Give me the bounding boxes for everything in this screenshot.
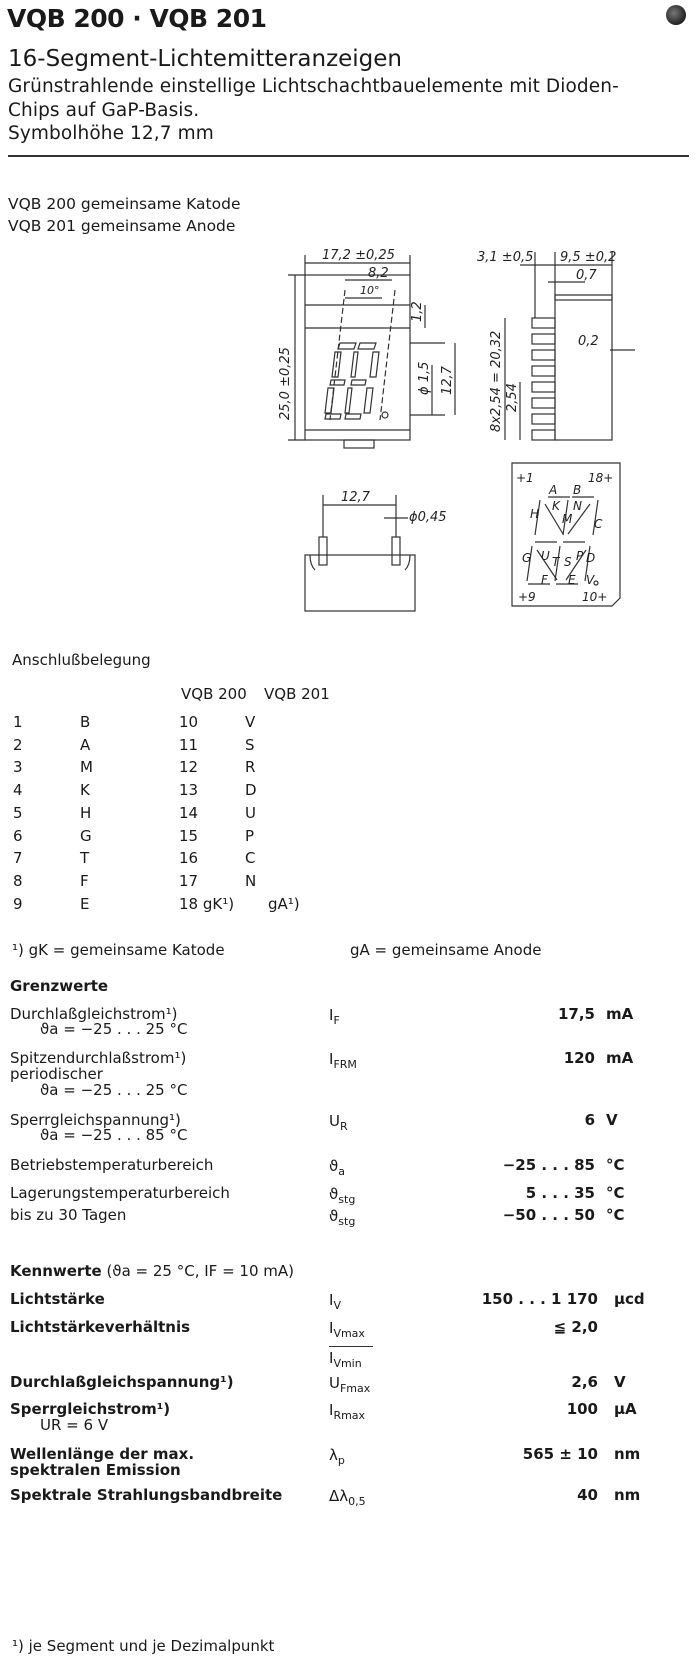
param-label-2: periodischer: [10, 1065, 103, 1083]
pin-signal: N: [245, 871, 257, 890]
dim-height-label: 25,0 ±0,25: [278, 347, 293, 420]
seg-label: S: [564, 555, 572, 569]
pin-signal: K: [80, 781, 90, 800]
pin-signal: F: [80, 871, 89, 890]
param-label: Durchlaßgleichspannung¹): [10, 1373, 234, 1391]
grenzwerte-heading: Grenzwerte: [10, 977, 109, 995]
symbol-main: I: [329, 1050, 334, 1068]
symbol-subscript: stg: [338, 1215, 356, 1228]
pin-number: 6: [13, 826, 23, 845]
symbol-main: ϑ: [329, 1185, 339, 1203]
dim-angle-label: 10°: [360, 284, 380, 297]
param-unit: nm: [614, 1445, 641, 1463]
footnote-ga: gA = gemeinsame Anode: [350, 941, 542, 959]
param-value: −25 . . . 85: [502, 1156, 595, 1174]
pin-number: 3: [13, 758, 23, 777]
pin-number: 11: [179, 735, 199, 754]
param-value: 17,5: [557, 1005, 595, 1023]
seg-label: H: [530, 507, 540, 521]
param-unit: µA: [614, 1400, 637, 1418]
param-unit: V: [606, 1111, 618, 1129]
kennwerte-heading-row: [10, 1262, 294, 1280]
symbol-main: U: [329, 1374, 340, 1392]
pin-signal: G: [80, 826, 92, 845]
pin-signal: V: [245, 713, 256, 731]
param-symbol: [329, 1446, 345, 1467]
param-label-2: spektralen Emission: [10, 1461, 181, 1479]
param-symbol-denominator: [329, 1349, 362, 1370]
pin-signal: A: [80, 735, 91, 754]
kennwerte-condition: (ϑa = 25 °C, IF = 10 mA): [106, 1262, 294, 1280]
seg-label: V: [586, 573, 595, 587]
param-value: 120: [563, 1049, 595, 1067]
pin-number: 18 gK¹): [179, 894, 235, 913]
param-condition: ϑa = −25 . . . 25 °C: [40, 1020, 188, 1038]
pin-assignment-heading: Anschlußbelegung: [12, 651, 151, 669]
pin-number: 14: [179, 803, 199, 822]
dim-3-1-label: 3,1 ±0,5: [477, 250, 534, 265]
param-unit: mA: [606, 1005, 634, 1023]
footnote-gk: ¹) gK = gemeinsame Katode: [12, 941, 225, 959]
pin-signal: S: [245, 735, 255, 754]
pin-signal: D: [245, 781, 257, 800]
dim-pitch-label: 8x2,54 = 20,32: [489, 330, 504, 432]
param-symbol: [329, 1319, 365, 1340]
dimension-drawing: [0, 0, 700, 640]
seg-label: U: [541, 549, 550, 563]
param-unit: °C: [606, 1206, 625, 1224]
param-symbol: [329, 1207, 355, 1228]
pin-number: 17: [179, 871, 199, 890]
param-label: Spektrale Strahlungsbandbreite: [10, 1486, 283, 1504]
param-unit: °C: [606, 1184, 625, 1202]
param-value: −50 . . . 50: [502, 1206, 595, 1224]
dim-12-7h-label: 12,7: [341, 490, 370, 505]
param-label: Sperrgleichstrom¹): [10, 1400, 171, 1418]
pin-signal: T: [80, 849, 90, 868]
param-label: Sperrgleichspannung¹): [10, 1111, 181, 1129]
symbol-main: I: [329, 1401, 334, 1419]
dim-8-2-label: 8,2: [368, 266, 389, 281]
symbol-subscript: R: [339, 1120, 348, 1133]
param-value: 150 . . . 1 170: [481, 1290, 598, 1308]
param-value: 2,6: [571, 1373, 598, 1391]
seg-label: C: [594, 517, 603, 531]
param-symbol: [329, 1487, 366, 1508]
variant-line-1: VQB 200 gemeinsame Katode: [8, 195, 241, 213]
param-symbol: [329, 1401, 365, 1422]
param-symbol: [329, 1374, 370, 1395]
col-header-vqb201: VQB 201: [264, 685, 330, 703]
seg-label: F: [541, 573, 548, 587]
seg-label: 18+: [588, 471, 614, 485]
param-unit: mA: [606, 1049, 634, 1067]
symbol-main: Δλ: [329, 1487, 349, 1505]
description-line-3: Symbolhöhe 12,7 mm: [8, 123, 214, 144]
param-label: Lagerungstemperaturbereich: [10, 1184, 230, 1202]
description-line-1: Grünstrahlende einstellige Lichtschachtbauelemente mit Dioden-: [8, 76, 619, 97]
pin-signal: M: [80, 758, 93, 777]
dim-0-7-label: 0,7: [576, 268, 597, 283]
param-value: 5 . . . 35: [525, 1184, 595, 1202]
symbol-subscript: p: [337, 1454, 345, 1467]
symbol-subscript: Fmax: [339, 1382, 371, 1395]
symbol-subscript: FRM: [333, 1058, 357, 1071]
seg-label: K: [552, 499, 560, 513]
symbol-main: λ: [329, 1446, 338, 1464]
pin-signal: gA¹): [268, 894, 300, 913]
symbol-subscript: V: [333, 1299, 341, 1312]
symbol-subscript: Rmax: [333, 1409, 366, 1422]
dim-12-7v-label: 12,7: [440, 366, 455, 395]
pin-number: 10: [179, 713, 199, 731]
seg-label: M: [562, 512, 573, 526]
pin-signal: C: [245, 849, 256, 868]
page-subtitle: 16-Segment-Lichtemitteranzeigen: [8, 46, 403, 72]
seg-label: +9: [518, 590, 536, 604]
param-value: 40: [577, 1486, 598, 1504]
param-label: Spitzendurchlaßstrom¹): [10, 1049, 187, 1067]
seg-label: D: [586, 551, 596, 565]
variant-line-2: VQB 201 gemeinsame Anode: [8, 217, 236, 235]
param-symbol: [329, 1006, 340, 1027]
dim-1-2-label: 1,2: [410, 301, 425, 322]
param-label: bis zu 30 Tagen: [10, 1206, 127, 1224]
symbol-subscript: Vmax: [333, 1327, 365, 1340]
pin-number: 12: [179, 758, 199, 777]
param-symbol: [329, 1291, 341, 1312]
symbol-main: U: [329, 1112, 340, 1130]
dim-width-label: 17,2 ±0,25: [322, 248, 395, 263]
param-value: 100: [566, 1400, 598, 1418]
pin-number: 16: [179, 849, 199, 868]
param-unit: °C: [606, 1156, 625, 1174]
dim-0-2-label: 0,2: [578, 334, 599, 349]
pin-signal: P: [245, 826, 255, 845]
description-line-2: Chips auf GaP-Basis.: [8, 100, 200, 121]
symbol-main: ϑ: [329, 1207, 339, 1225]
seg-label: +1: [516, 471, 534, 485]
pin-signal: H: [80, 803, 92, 822]
side-view-outline: [555, 300, 612, 440]
page-title: VQB 200 · VQB 201: [7, 4, 267, 33]
pin-number: 15: [179, 826, 199, 845]
bottom-view-outline: [305, 555, 415, 611]
seg-label: T: [552, 555, 560, 569]
param-label: Lichtstärkeverhältnis: [10, 1318, 191, 1336]
symbol-main: ϑ: [329, 1157, 339, 1175]
dim-2-54-label: 2,54: [505, 383, 520, 412]
symbol-main: I: [329, 1319, 334, 1337]
symbol-subscript: a: [338, 1165, 346, 1178]
param-value: 6: [584, 1111, 595, 1129]
param-symbol: [329, 1157, 345, 1178]
param-label: Lichtstärke: [10, 1290, 105, 1308]
param-unit: µcd: [614, 1290, 645, 1308]
param-unit: V: [614, 1373, 626, 1391]
param-symbol: [329, 1185, 355, 1206]
seg-label: B: [573, 483, 582, 497]
pin-number: 2: [13, 735, 23, 754]
seg-label: G: [522, 551, 532, 565]
kennwerte-heading: Kennwerte: [10, 1262, 102, 1280]
symbol-main: I: [329, 1349, 334, 1367]
pin-number: 1: [13, 713, 23, 731]
param-condition: ϑa = −25 . . . 25 °C: [40, 1081, 188, 1099]
pin-number: 7: [13, 849, 23, 868]
param-label: Betriebstemperaturbereich: [10, 1156, 214, 1174]
footnote-segment: ¹) je Segment und je Dezimalpunkt: [12, 1637, 275, 1655]
fraction-bar: [329, 1346, 373, 1347]
pin-signal: E: [80, 894, 90, 913]
symbol-subscript: stg: [338, 1193, 356, 1206]
seg-label: N: [573, 499, 582, 513]
pin-number: 4: [13, 781, 23, 800]
param-condition: ϑa = −25 . . . 85 °C: [40, 1126, 188, 1144]
param-label: Durchlaßgleichstrom¹): [10, 1005, 178, 1023]
dim-phi15-label: ϕ 1,5: [417, 361, 432, 395]
pin-signal: U: [245, 803, 256, 822]
symbol-main: I: [329, 1006, 334, 1024]
param-value: ≦ 2,0: [553, 1318, 598, 1336]
pin-number: 5: [13, 803, 23, 822]
dim-9-5-label: 9,5 ±0,2: [560, 250, 617, 265]
symbol-subscript: F: [333, 1014, 340, 1027]
seg-label: 10+: [582, 590, 608, 604]
param-unit: nm: [614, 1486, 641, 1504]
param-label: Wellenlänge der max.: [10, 1445, 195, 1463]
param-condition: UR = 6 V: [40, 1416, 109, 1434]
pin-number: 9: [13, 894, 23, 913]
col-header-vqb200: VQB 200: [181, 685, 247, 703]
pin-signal: B: [80, 713, 91, 731]
seg-label: A: [549, 483, 558, 497]
pin-signal: R: [245, 758, 256, 777]
pin-number: 8: [13, 871, 23, 890]
seg-label: E: [568, 573, 576, 587]
symbol-subscript: 0,5: [348, 1495, 366, 1508]
seg-label: P: [576, 549, 584, 563]
pin-number: 13: [179, 781, 199, 800]
param-symbol: [329, 1050, 357, 1071]
symbol-subscript: Vmin: [333, 1357, 362, 1370]
symbol-main: I: [329, 1291, 334, 1309]
param-symbol: [329, 1112, 348, 1133]
dim-phi045-label: ϕ0,45: [409, 510, 447, 525]
param-value: 565 ± 10: [522, 1445, 598, 1463]
